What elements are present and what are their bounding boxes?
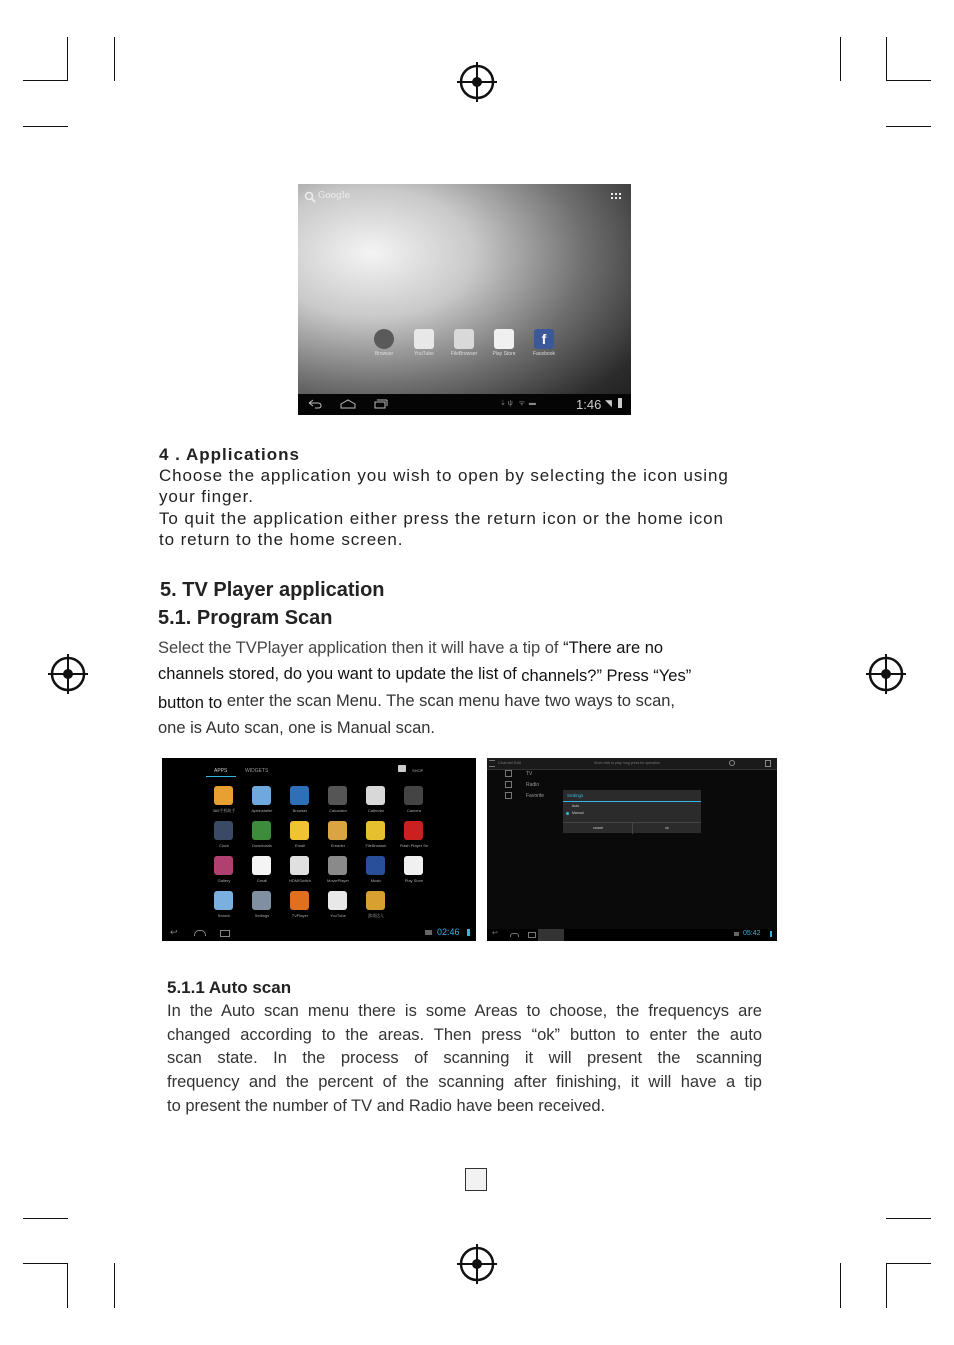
app-label: Music	[370, 878, 382, 883]
app-label: Email	[294, 843, 305, 848]
navigation-bar	[298, 394, 631, 415]
search-icon[interactable]	[729, 760, 735, 766]
text-fragment: “There are no	[563, 639, 664, 657]
app-icon[interactable]	[366, 891, 385, 910]
all-apps-screenshot	[162, 758, 476, 941]
header-hint: Short click to play, long press for operation	[594, 761, 660, 765]
app-label: Calendar	[367, 808, 385, 813]
channel-tree	[505, 770, 544, 803]
app-label: 游戏达人	[368, 913, 384, 918]
app-label: Play Store	[404, 878, 424, 883]
paragraph-line: Choose the application you wish to open by selecting the icon using	[159, 466, 729, 485]
app-icon[interactable]	[214, 821, 233, 840]
crop-mark	[67, 37, 68, 81]
battery-icon	[467, 929, 470, 936]
text-fragment: Select the TVPlayer application then it will have a tip of	[158, 639, 564, 657]
app-label: Flash Player Se	[399, 843, 429, 848]
tree-item-radio[interactable]	[505, 781, 544, 792]
app-youtube[interactable]	[404, 329, 444, 357]
app-grid	[162, 758, 476, 923]
app-icon[interactable]	[252, 891, 271, 910]
header-title: Channel Edit	[498, 760, 521, 765]
app-label: Play Store	[492, 351, 516, 357]
app-icon[interactable]	[404, 821, 423, 840]
status-clock: 05:42	[743, 930, 761, 937]
app-icon[interactable]	[366, 856, 385, 875]
registration-mark-icon	[866, 654, 906, 694]
app-filebrowser[interactable]	[444, 329, 484, 357]
home-icon[interactable]	[510, 933, 519, 937]
expand-icon	[505, 770, 512, 777]
app-facebook[interactable]	[524, 329, 564, 357]
app-icon[interactable]	[404, 856, 423, 875]
crop-mark	[23, 80, 67, 81]
app-icon[interactable]	[214, 891, 233, 910]
app-icon[interactable]	[366, 786, 385, 805]
app-label: Facebook	[533, 351, 555, 357]
paragraph	[167, 1000, 762, 1118]
app-icon[interactable]	[214, 856, 233, 875]
section-heading: 4 . Applications	[159, 445, 301, 464]
tree-item-favorite[interactable]	[505, 792, 544, 803]
status-icon	[734, 932, 739, 936]
crop-mark	[114, 1263, 115, 1308]
app-icon[interactable]	[290, 856, 309, 875]
recent-apps-icon[interactable]	[220, 930, 230, 937]
crop-mark	[886, 126, 931, 127]
facebook-icon: f	[534, 329, 554, 349]
crop-mark	[67, 1263, 68, 1308]
app-icon[interactable]	[252, 786, 271, 805]
app-play-store[interactable]	[484, 329, 524, 357]
paragraph-line: one is Auto scan, one is Manual scan.	[158, 719, 436, 737]
header-bar	[487, 758, 777, 770]
delete-icon[interactable]	[765, 760, 771, 767]
app-icon[interactable]	[290, 821, 309, 840]
app-label: FileBrowser	[450, 351, 478, 357]
radio-selected-icon[interactable]	[566, 812, 569, 815]
crop-mark	[886, 1263, 931, 1264]
button-divider	[632, 823, 633, 834]
crop-mark	[23, 1218, 68, 1219]
text-fragment: enter the scan Menu. The scan menu have two ways to scan,	[226, 692, 676, 710]
crop-mark	[114, 37, 115, 81]
registration-mark-icon	[457, 62, 497, 102]
recent-apps-icon[interactable]	[528, 932, 536, 938]
tree-item-tv[interactable]	[505, 770, 544, 781]
menu-icon[interactable]	[489, 760, 495, 767]
section-heading: 5. TV Player application	[160, 579, 385, 601]
app-label: Settings	[254, 913, 270, 918]
app-icon[interactable]	[328, 856, 347, 875]
app-icon[interactable]	[366, 821, 385, 840]
subsection-heading: 5.1.1 Auto scan	[167, 978, 292, 997]
dialog-title: Settings	[567, 793, 584, 798]
app-label: YouTube	[414, 351, 434, 357]
status-icons: ⇣ ψ ᯤ ▬	[500, 400, 536, 407]
app-label: Browser	[292, 808, 308, 813]
paragraph-line	[158, 639, 663, 658]
crop-mark	[23, 126, 68, 127]
navigation-bar	[487, 929, 777, 941]
app-icon[interactable]	[214, 786, 233, 805]
battery-icon	[618, 398, 622, 408]
app-browser[interactable]	[364, 329, 404, 357]
option-manual[interactable]: Manual	[572, 811, 584, 815]
app-icon[interactable]	[328, 891, 347, 910]
paragraph-line	[158, 692, 675, 711]
youtube-icon	[414, 329, 434, 349]
paragraph-line: In the Auto scan menu there is some Areas to choose, the frequencys are	[167, 1002, 762, 1020]
tv-player-screenshot	[487, 758, 777, 941]
app-label: MoviePlayer	[326, 878, 349, 883]
app-label: Search	[217, 913, 231, 918]
page-number-box	[465, 1168, 487, 1191]
app-label: Gmail	[256, 878, 268, 883]
tree-label: Favorite	[526, 792, 545, 799]
paragraph-line: changed according to the areas. Then press “ok” button to enter the auto	[167, 1025, 762, 1044]
crop-mark	[886, 1218, 931, 1219]
app-label: FileBrowser	[365, 843, 387, 848]
paragraph-line: to return to the home screen.	[159, 530, 404, 549]
play-store-icon	[494, 329, 514, 349]
app-label: Calculator	[328, 808, 347, 813]
ok-button[interactable]: ok	[665, 826, 669, 830]
crop-mark	[23, 1263, 68, 1264]
status-clock: 1:46	[576, 397, 602, 412]
status-clock: 02:46	[437, 927, 460, 937]
subsection-heading: 5.1. Program Scan	[158, 607, 333, 629]
search-icon	[304, 191, 316, 203]
status-icon	[425, 930, 432, 935]
crop-mark	[840, 1263, 841, 1308]
navigation-bar	[162, 925, 476, 941]
app-icon[interactable]	[404, 786, 423, 805]
cancel-button[interactable]: cancel	[593, 826, 604, 830]
app-icon[interactable]	[252, 856, 271, 875]
battery-icon	[770, 931, 772, 937]
settings-dialog	[563, 790, 701, 833]
app-icon[interactable]	[328, 786, 347, 805]
app-label: YouTube	[330, 913, 346, 918]
text-fragment: button to	[158, 694, 227, 712]
app-icon[interactable]	[252, 821, 271, 840]
registration-mark-icon	[457, 1244, 497, 1284]
google-search-label: Google	[318, 191, 350, 201]
paragraph-line	[158, 665, 691, 684]
app-label: Gallery	[217, 878, 231, 883]
home-icon[interactable]	[340, 399, 356, 409]
expand-icon	[505, 781, 512, 788]
app-icon[interactable]	[328, 821, 347, 840]
paragraph-line: scan state. In the process of scanning it will present the scanning	[167, 1049, 762, 1068]
back-icon[interactable]: ↩	[492, 930, 498, 937]
app-label: Browser	[374, 351, 394, 357]
wifi-icon: ◥	[605, 398, 612, 408]
screenshot-button[interactable]	[538, 929, 564, 941]
expand-icon	[505, 792, 512, 799]
paragraph-line: to present the number of TV and Radio have been received.	[167, 1096, 606, 1115]
tree-label: TV	[526, 770, 533, 777]
app-label: Downloads	[252, 843, 272, 848]
app-label: ApkInstaller	[251, 808, 273, 813]
back-icon[interactable]	[308, 399, 322, 409]
all-apps-icon	[611, 193, 621, 201]
crop-mark	[886, 37, 887, 81]
dialog-button-row	[563, 822, 701, 834]
app-label: HDMISwitch	[288, 878, 311, 883]
home-icon[interactable]	[194, 930, 206, 936]
recent-apps-icon[interactable]	[374, 399, 388, 409]
tab-widgets[interactable]: WIDGETS	[245, 768, 269, 774]
globe-icon	[374, 329, 394, 349]
folder-icon	[454, 329, 474, 349]
app-label: Clock	[218, 843, 229, 848]
text-fragment: channels?” Press “Yes”	[521, 667, 692, 685]
paragraph-line: your finger.	[159, 487, 254, 506]
app-label: TVPlayer	[291, 913, 309, 918]
registration-mark-icon	[48, 654, 88, 694]
crop-mark	[886, 80, 931, 81]
home-screen-screenshot	[298, 184, 631, 415]
option-auto[interactable]: Auto	[572, 804, 580, 808]
tab-apps[interactable]: APPS	[214, 768, 228, 774]
tree-label: Radio	[526, 781, 540, 788]
shop-label: SHOP	[412, 768, 424, 773]
dialog-divider	[563, 801, 701, 802]
text-fragment: channels stored, do you want to update the list of	[158, 665, 522, 683]
app-label: 360手机助手	[212, 808, 236, 813]
crop-mark	[886, 1263, 887, 1308]
crop-mark	[840, 37, 841, 81]
app-label: Camera	[406, 808, 422, 813]
paragraph-line: To quit the application either press the return icon or the home icon	[159, 509, 724, 528]
paragraph-line: frequency and the percent of the scanning after finishing, it will have a tip	[167, 1073, 762, 1092]
back-icon[interactable]: ↩	[170, 927, 178, 937]
app-icon[interactable]	[290, 891, 309, 910]
app-label: Ereader	[330, 843, 346, 848]
app-icon[interactable]	[290, 786, 309, 805]
